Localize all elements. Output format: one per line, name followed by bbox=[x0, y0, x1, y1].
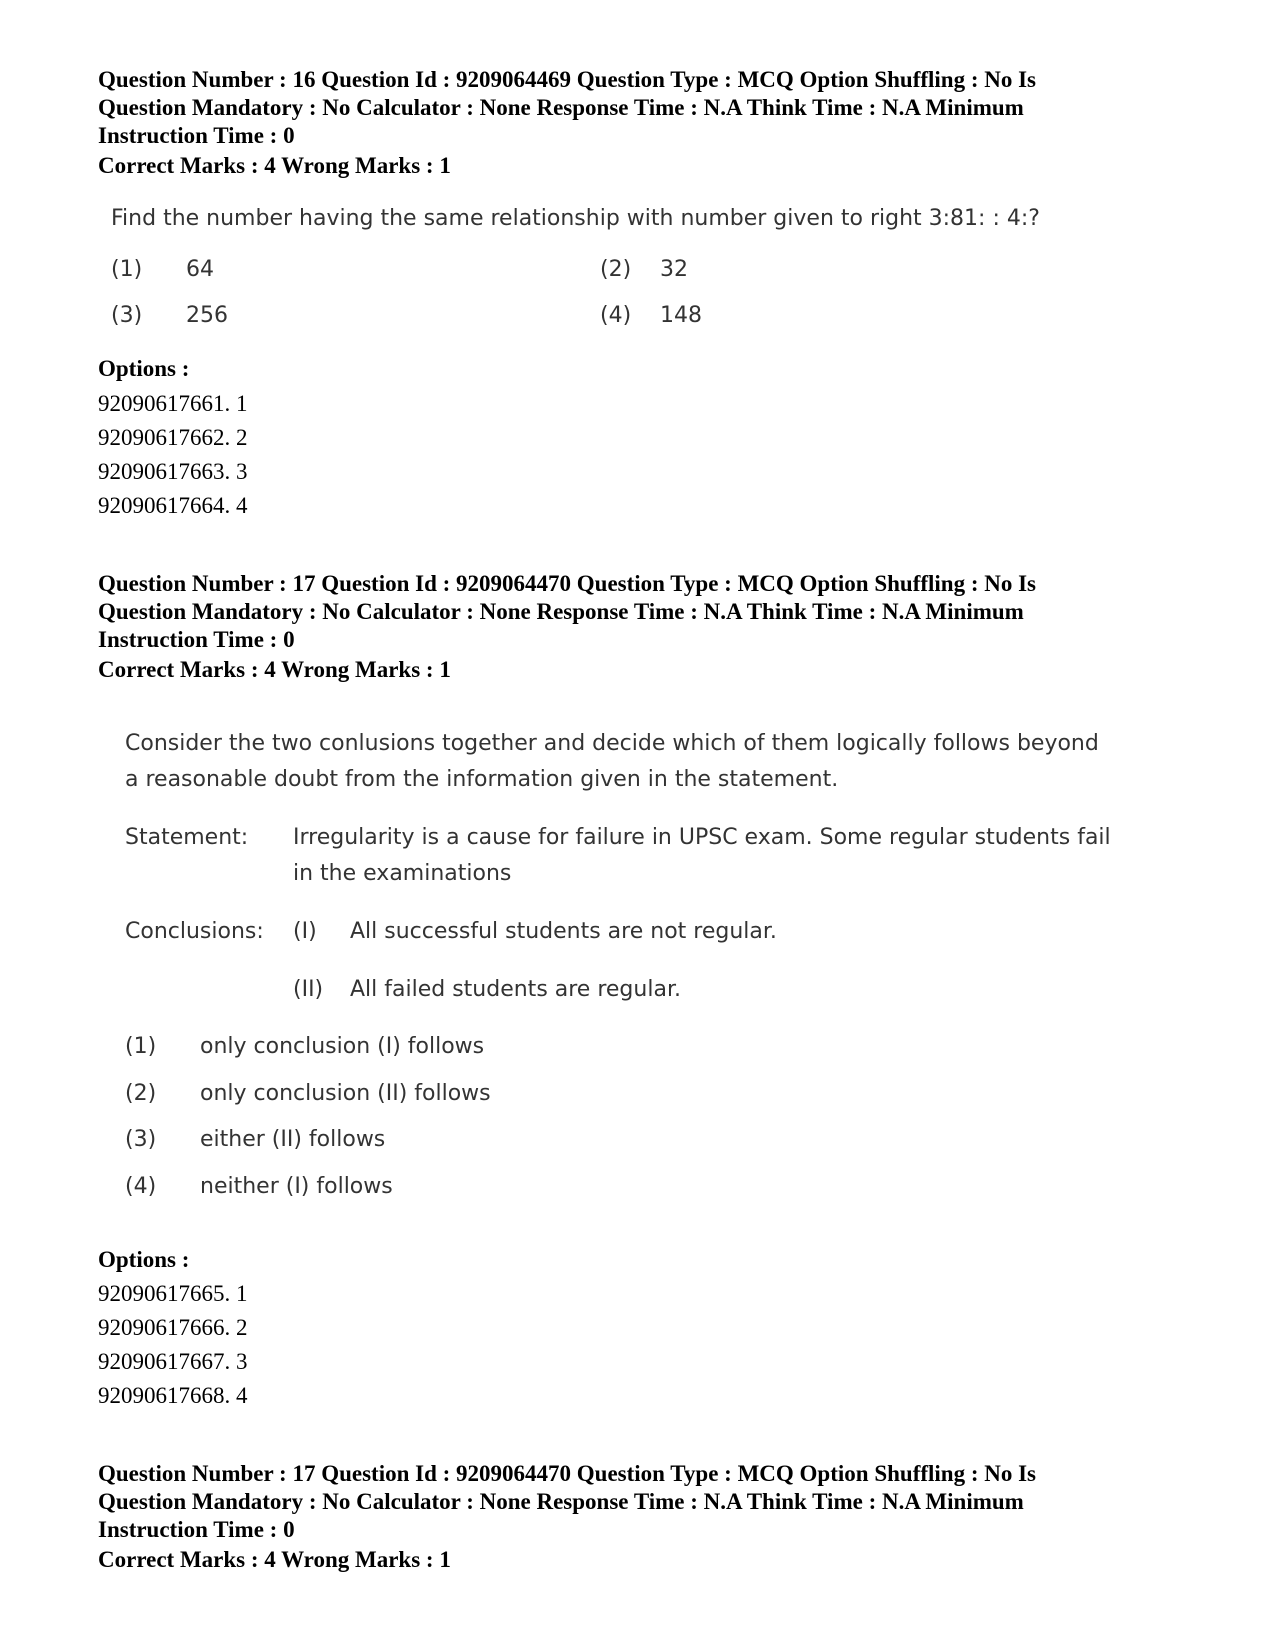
question-16-text: Find the number having the same relationship with number given to right 3:81: : 4:? bbox=[111, 206, 1040, 231]
option-item: 92090617662. 2 bbox=[98, 425, 248, 450]
choice-number: (4) bbox=[125, 1174, 157, 1199]
choice-text: only conclusion (II) follows bbox=[200, 1081, 491, 1106]
question-17-intro: Consider the two conlusions together and decide which of them logically follows beyond bbox=[125, 731, 1099, 756]
choice-text: 64 bbox=[186, 257, 214, 282]
choice-number: (1) bbox=[111, 257, 143, 282]
question-17-repeat-header bbox=[98, 1460, 1198, 1544]
question-16-header bbox=[98, 66, 1198, 150]
choice-number: (2) bbox=[125, 1081, 157, 1106]
header-line: Instruction Time : 0 bbox=[98, 123, 295, 148]
choice-number: (1) bbox=[125, 1034, 157, 1059]
choice-text: neither (I) follows bbox=[200, 1174, 393, 1199]
header-line: Question Mandatory : No Calculator : None Response Time : N.A Think Time : N.A Minimum bbox=[98, 1489, 1024, 1514]
choice-number: (2) bbox=[600, 257, 632, 282]
choice-number: (3) bbox=[111, 303, 143, 328]
header-line: Question Number : 16 Question Id : 9209064469 Question Type : MCQ Option Shuffling : No Is bbox=[98, 67, 1037, 92]
statement-text: Irregularity is a cause for failure in UPSC exam. Some regular students fail bbox=[293, 825, 1111, 850]
choice-number: (4) bbox=[600, 303, 632, 328]
statement-label: Statement: bbox=[125, 825, 249, 850]
header-line: Instruction Time : 0 bbox=[98, 627, 295, 652]
choice-text: 256 bbox=[186, 303, 228, 328]
header-line: Question Mandatory : No Calculator : None Response Time : N.A Think Time : N.A Minimum bbox=[98, 599, 1024, 624]
header-line: Question Number : 17 Question Id : 9209064470 Question Type : MCQ Option Shuffling : No Is bbox=[98, 571, 1037, 596]
question-17-marks: Correct Marks : 4 Wrong Marks : 1 bbox=[98, 657, 451, 682]
question-17-header bbox=[98, 570, 1198, 654]
conclusion-number: (I) bbox=[293, 919, 317, 944]
option-item: 92090617663. 3 bbox=[98, 459, 248, 484]
conclusion-text: All successful students are not regular. bbox=[350, 919, 777, 944]
statement-text: in the examinations bbox=[293, 861, 512, 886]
header-line: Question Number : 17 Question Id : 9209064470 Question Type : MCQ Option Shuffling : No Is bbox=[98, 1461, 1037, 1486]
choice-number: (3) bbox=[125, 1127, 157, 1152]
question-17-repeat-marks: Correct Marks : 4 Wrong Marks : 1 bbox=[98, 1547, 451, 1572]
option-item: 92090617668. 4 bbox=[98, 1383, 248, 1408]
conclusions-label: Conclusions: bbox=[125, 919, 264, 944]
choice-text: only conclusion (I) follows bbox=[200, 1034, 485, 1059]
question-17-intro: a reasonable doubt from the information given in the statement. bbox=[125, 767, 839, 792]
conclusion-text: All failed students are regular. bbox=[350, 977, 681, 1002]
choice-text: 32 bbox=[660, 257, 688, 282]
question-16-marks: Correct Marks : 4 Wrong Marks : 1 bbox=[98, 153, 451, 178]
conclusion-number: (II) bbox=[293, 977, 324, 1002]
option-item: 92090617665. 1 bbox=[98, 1281, 248, 1306]
options-title: Options : bbox=[98, 1247, 190, 1272]
choice-text: either (II) follows bbox=[200, 1127, 386, 1152]
options-title: Options : bbox=[98, 356, 190, 381]
option-item: 92090617666. 2 bbox=[98, 1315, 248, 1340]
choice-text: 148 bbox=[660, 303, 702, 328]
header-line: Instruction Time : 0 bbox=[98, 1517, 295, 1542]
option-item: 92090617661. 1 bbox=[98, 391, 248, 416]
header-line: Question Mandatory : No Calculator : None Response Time : N.A Think Time : N.A Minimum bbox=[98, 95, 1024, 120]
option-item: 92090617667. 3 bbox=[98, 1349, 248, 1374]
option-item: 92090617664. 4 bbox=[98, 493, 248, 518]
